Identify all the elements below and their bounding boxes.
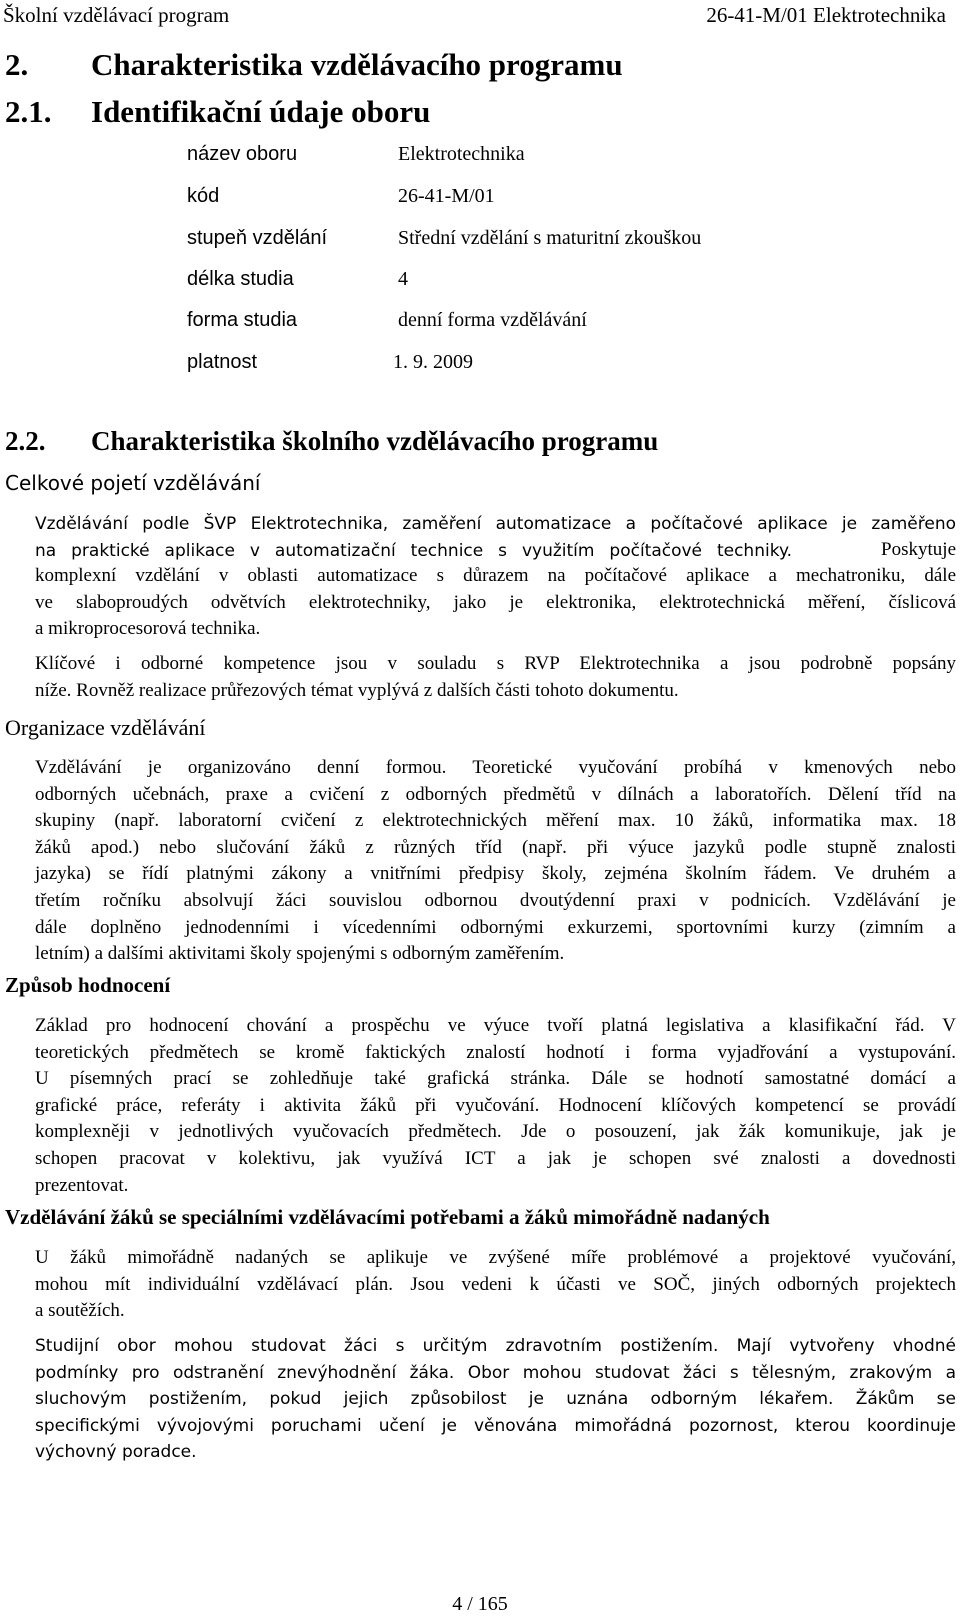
id-row-stupen	[187, 227, 701, 250]
text-line: letním) a dalšími aktivitami školy spojenými s odborným zaměřením.	[35, 943, 565, 965]
header-program-name: Školní vzdělávací program	[3, 3, 230, 27]
text-line: ve slaboproudých odvětvích elektrotechniky, jako je elektronika, elektrotechnická měření, číslicová	[35, 591, 956, 613]
page-header	[0, 3, 946, 28]
text-line: Klíčové i odborné kompetence jsou v souladu s RVP Elektrotechnika a jsou podrobně popsány	[35, 653, 956, 674]
id-key: platnost	[187, 351, 258, 373]
id-key: stupeň vzdělání	[187, 227, 328, 249]
id-value: 26-41-M/01	[398, 185, 495, 207]
id-value: 4	[398, 268, 408, 290]
text-line: komplexněji v jednotlivých vyučovacích předmětech. Jde o posouzení, jak žák komunikuje, jak je	[35, 1121, 956, 1143]
text-line: výchovný poradce.	[35, 1442, 197, 1463]
paragraph-celkove-1b-start	[759, 537, 956, 564]
text-line: prezentovat.	[35, 1174, 129, 1196]
id-row-kod	[187, 185, 495, 208]
id-value: Střední vzdělání s maturitní zkouškou	[398, 227, 702, 249]
id-row-nazev	[187, 143, 525, 166]
text-line: sluchovým postižením, pokud jejich způsobilost je uznána odborným lékařem. Žákům se	[35, 1389, 956, 1410]
heading-section-2-1	[5, 94, 430, 130]
heading-number: 2.	[5, 47, 29, 82]
text-line: mohou mít individuální vzdělávací plán. Jsou vedeni k účasti ve SOČ, jiných odborných projektech	[35, 1273, 956, 1295]
id-value: denní forma vzdělávání	[398, 309, 587, 331]
text-line: dále doplněno jednodenními i vícedenními odbornými exkurzemi, sportovními kurzy (zimním a	[35, 916, 956, 938]
text-line: Základ pro hodnocení chování a prospěchu ve výuce tvoří platná legislativa a klasifikační řád. V	[35, 1015, 956, 1036]
paragraph-specialni-1	[35, 1245, 956, 1325]
subheading-specialni-potreby: Vzdělávání žáků se speciálními vzdělávacími potřebami a žáků mimořádně nadaných	[5, 1205, 770, 1229]
paragraph-specialni-2	[35, 1333, 956, 1466]
text-line: Vzdělávání je organizováno denní formou. Teoretické vyučování probíhá v kmenových nebo	[35, 757, 956, 778]
id-key: kód	[187, 185, 220, 207]
text-line: U písemných prací se zohledňuje také grafická stránka. Dále se hodnotí samostatné domácí a	[35, 1068, 956, 1090]
text-line: na praktické aplikace v automatizační technice s využitím počítačové techniky.	[35, 540, 792, 561]
id-value: Elektrotechnika	[398, 143, 525, 165]
subheading-organizace: Organizace vzdělávání	[5, 715, 206, 740]
text-line: a soutěžích.	[35, 1300, 125, 1322]
text-line: U žáků mimořádně nadaných se aplikuje ve zvýšené míře problémové a projektové vyučování,	[35, 1247, 956, 1268]
text-line: odborných učebnách, praxe a cvičení z odborných předmětů v dílnách a laboratořích. Dělení tříd na	[35, 783, 956, 805]
heading-section-2	[5, 47, 623, 83]
heading-number: 2.1.	[5, 94, 52, 129]
heading-section-2-2	[5, 426, 658, 457]
text-line: komplexní vzdělání v oblasti automatizace s důrazem na počítačové aplikace a mechatroniku, dále	[35, 565, 956, 586]
text-line: níže. Rovněž realizace průřezových témat vyplývá z dalších části tohoto dokumentu.	[35, 679, 679, 701]
heading-number: 2.2.	[5, 426, 46, 456]
paragraph-hodnoceni	[35, 1013, 956, 1199]
text-line: jazyka) se řídí platnými zákony a vnitřními předpisy školy, zejména školním řádem. Ve druhém a	[35, 863, 956, 885]
text-line: žáků apod.) nebo slučování žáků z různých tříd (např. při výuce jazyků podle stupně znalosti	[35, 836, 956, 858]
text-line: schopen pracovat v kolektivu, jak využívá ICT a jak je schopen své znalosti a dovednosti	[35, 1147, 956, 1169]
id-key: délka studia	[187, 268, 294, 290]
id-row-delka	[187, 268, 408, 291]
header-field-code: 26-41-M/01 Elektrotechnika	[706, 3, 946, 27]
text-line: Vzdělávání podle ŠVP Elektrotechnika, zaměření automatizace a počítačové aplikace je zaměřeno	[35, 514, 956, 534]
id-value: 1. 9. 2009	[393, 351, 473, 373]
id-row-platnost	[187, 351, 473, 374]
heading-title: Charakteristika vzdělávacího programu	[91, 47, 623, 82]
paragraph-celkove-1b	[35, 563, 956, 643]
id-key: název oboru	[187, 143, 298, 165]
heading-title: Identifikační údaje oboru	[91, 94, 431, 129]
id-row-forma	[187, 309, 587, 332]
paragraph-organizace	[35, 755, 956, 968]
text-line: podmínky pro odstranění znevýhodnění žáka. Obor mohou studovat žáci s tělesným, zrakovým a	[35, 1362, 956, 1383]
text-line: teoretických předmětech se kromě faktických znalostí hodnotí i forma vyjadřování a vystupování.	[35, 1041, 956, 1063]
text-line: Poskytuje	[881, 539, 956, 560]
text-line: skupiny (např. laboratorní cvičení z elektrotechnických měření max. 10 žáků, informatika max. 18	[35, 810, 956, 832]
paragraph-celkove-2	[35, 651, 956, 704]
page-number: 4 / 165	[452, 1593, 508, 1615]
heading-title: Charakteristika školního vzdělávacího programu	[91, 426, 659, 456]
text-line: třetím ročníku absolvují žáci souvislou odbornou dvoutýdenní praxi v podnicích. Vzdělávání je	[35, 889, 956, 911]
subheading-zpusob-hodnoceni: Způsob hodnocení	[5, 973, 171, 997]
text-line: a mikroprocesorová technika.	[35, 618, 261, 640]
text-line: grafické práce, referáty i aktivita žáků při vyučování. Hodnocení klíčových kompetencí se provádí	[35, 1094, 956, 1116]
subheading-celkove-pojeti: Celkové pojetí vzdělávání	[5, 471, 261, 495]
text-line: Studijní obor mohou studovat žáci s určitým zdravotním postižením. Mají vytvořeny vhodné	[35, 1336, 956, 1356]
text-line: specifickými vývojovými poruchami učení je věnována mimořádná pozornost, kterou koordinuje	[35, 1415, 956, 1436]
id-key: forma studia	[187, 309, 298, 331]
